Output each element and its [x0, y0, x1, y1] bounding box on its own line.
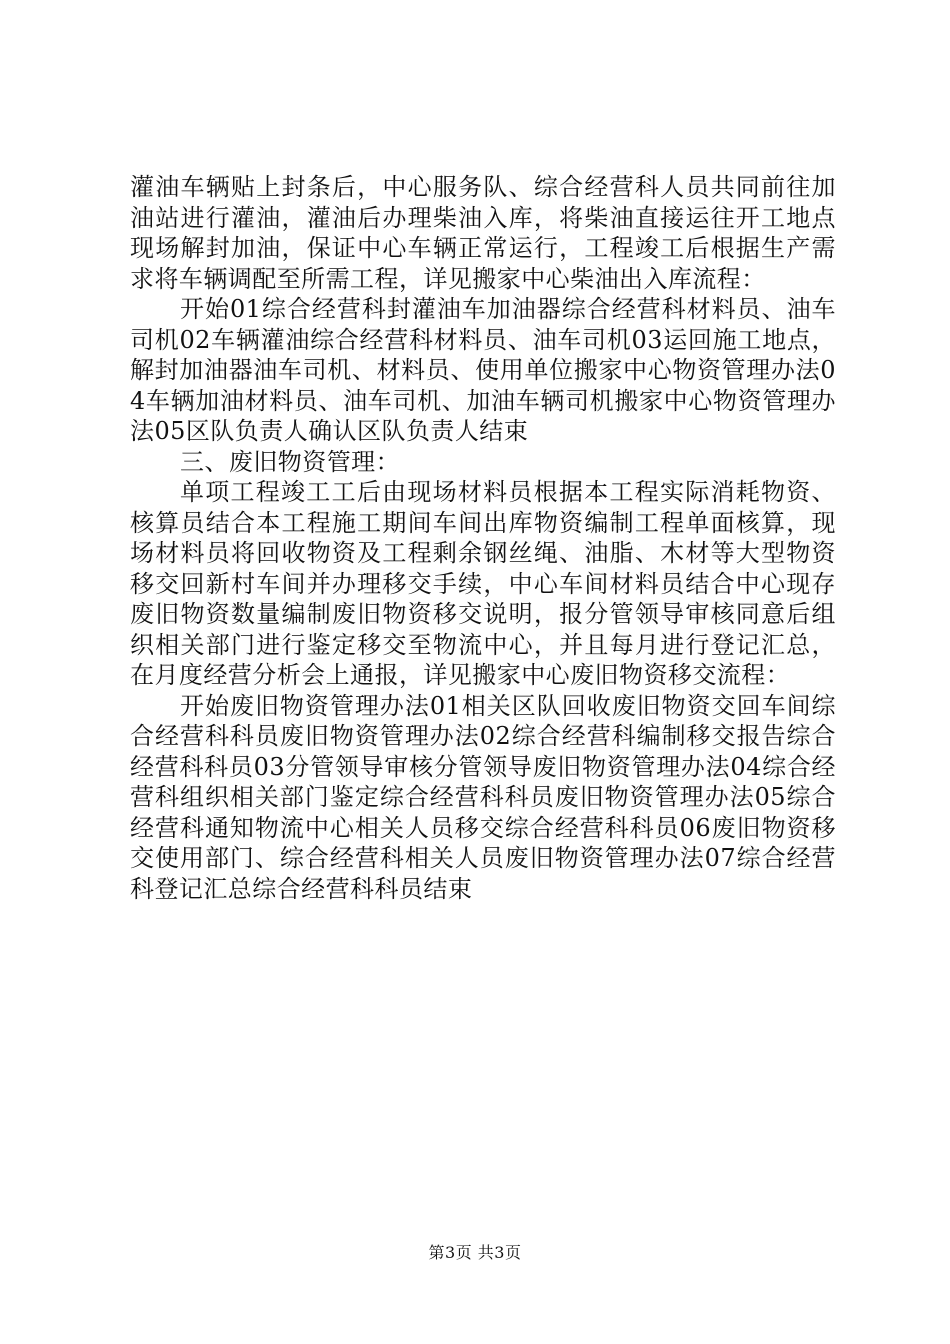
paragraph-diesel-flow-steps: 开始01综合经营科封灌油车加油器综合经营科材料员、油车司机02车辆灌油综合经营科材料员、油车司机03运回施工地点，解封加油器油车司机、材料员、使用单位搬家中心物资管理办法04车辆加油材料员、油车司机、加油车辆司机搬家中心物资管理办法05区队负责人确认区队负责人结束	[130, 295, 836, 445]
paragraph-diesel-process-intro: 灌油车辆贴上封条后，中心服务队、综合经营科人员共同前往加油站进行灌油，灌油后办理柴油入库，将柴油直接运往开工地点现场解封加油，保证中心车辆正常运行，工程竣工后根据生产需求将车辆调配至所需工程，详见搬家中心柴油出入库流程：	[130, 173, 836, 293]
page-footer: 第3页 共3页	[428, 1243, 522, 1262]
section-heading-scrap-materials: 三、废旧物资管理：	[180, 447, 401, 476]
paragraph-scrap-flow-steps: 开始废旧物资管理办法01相关区队回收废旧物资交回车间综合经营科科员废旧物资管理办法02综合经营科编制移交报告综合经营科科员03分管领导审核分管领导废旧物资管理办法04综合经营科组织相关部门鉴定综合经营科科员废旧物资管理办法05综合经营科通知物流中心相关人员移交综合经营科科员06废旧物资移交使用部门、综合经营科相关人员废旧物资管理办法07综合经营科登记汇总综合经营科科员结束	[130, 691, 836, 903]
document-body	[130, 172, 836, 904]
paragraph-scrap-materials-management: 单项工程竣工工后由现场材料员根据本工程实际消耗物资、核算员结合本工程施工期间车间出库物资编制工程单面核算，现场材料员将回收物资及工程剩余钢丝绳、油脂、木材等大型物资移交回新村车间并办理移交手续，中心车间材料员结合中心现存废旧物资数量编制废旧物资移交说明，报分管领导审核同意后组织相关部门进行鉴定移交至物流中心，并且每月进行登记汇总，在月度经营分析会上通报，详见搬家中心废旧物资移交流程：	[130, 478, 836, 689]
